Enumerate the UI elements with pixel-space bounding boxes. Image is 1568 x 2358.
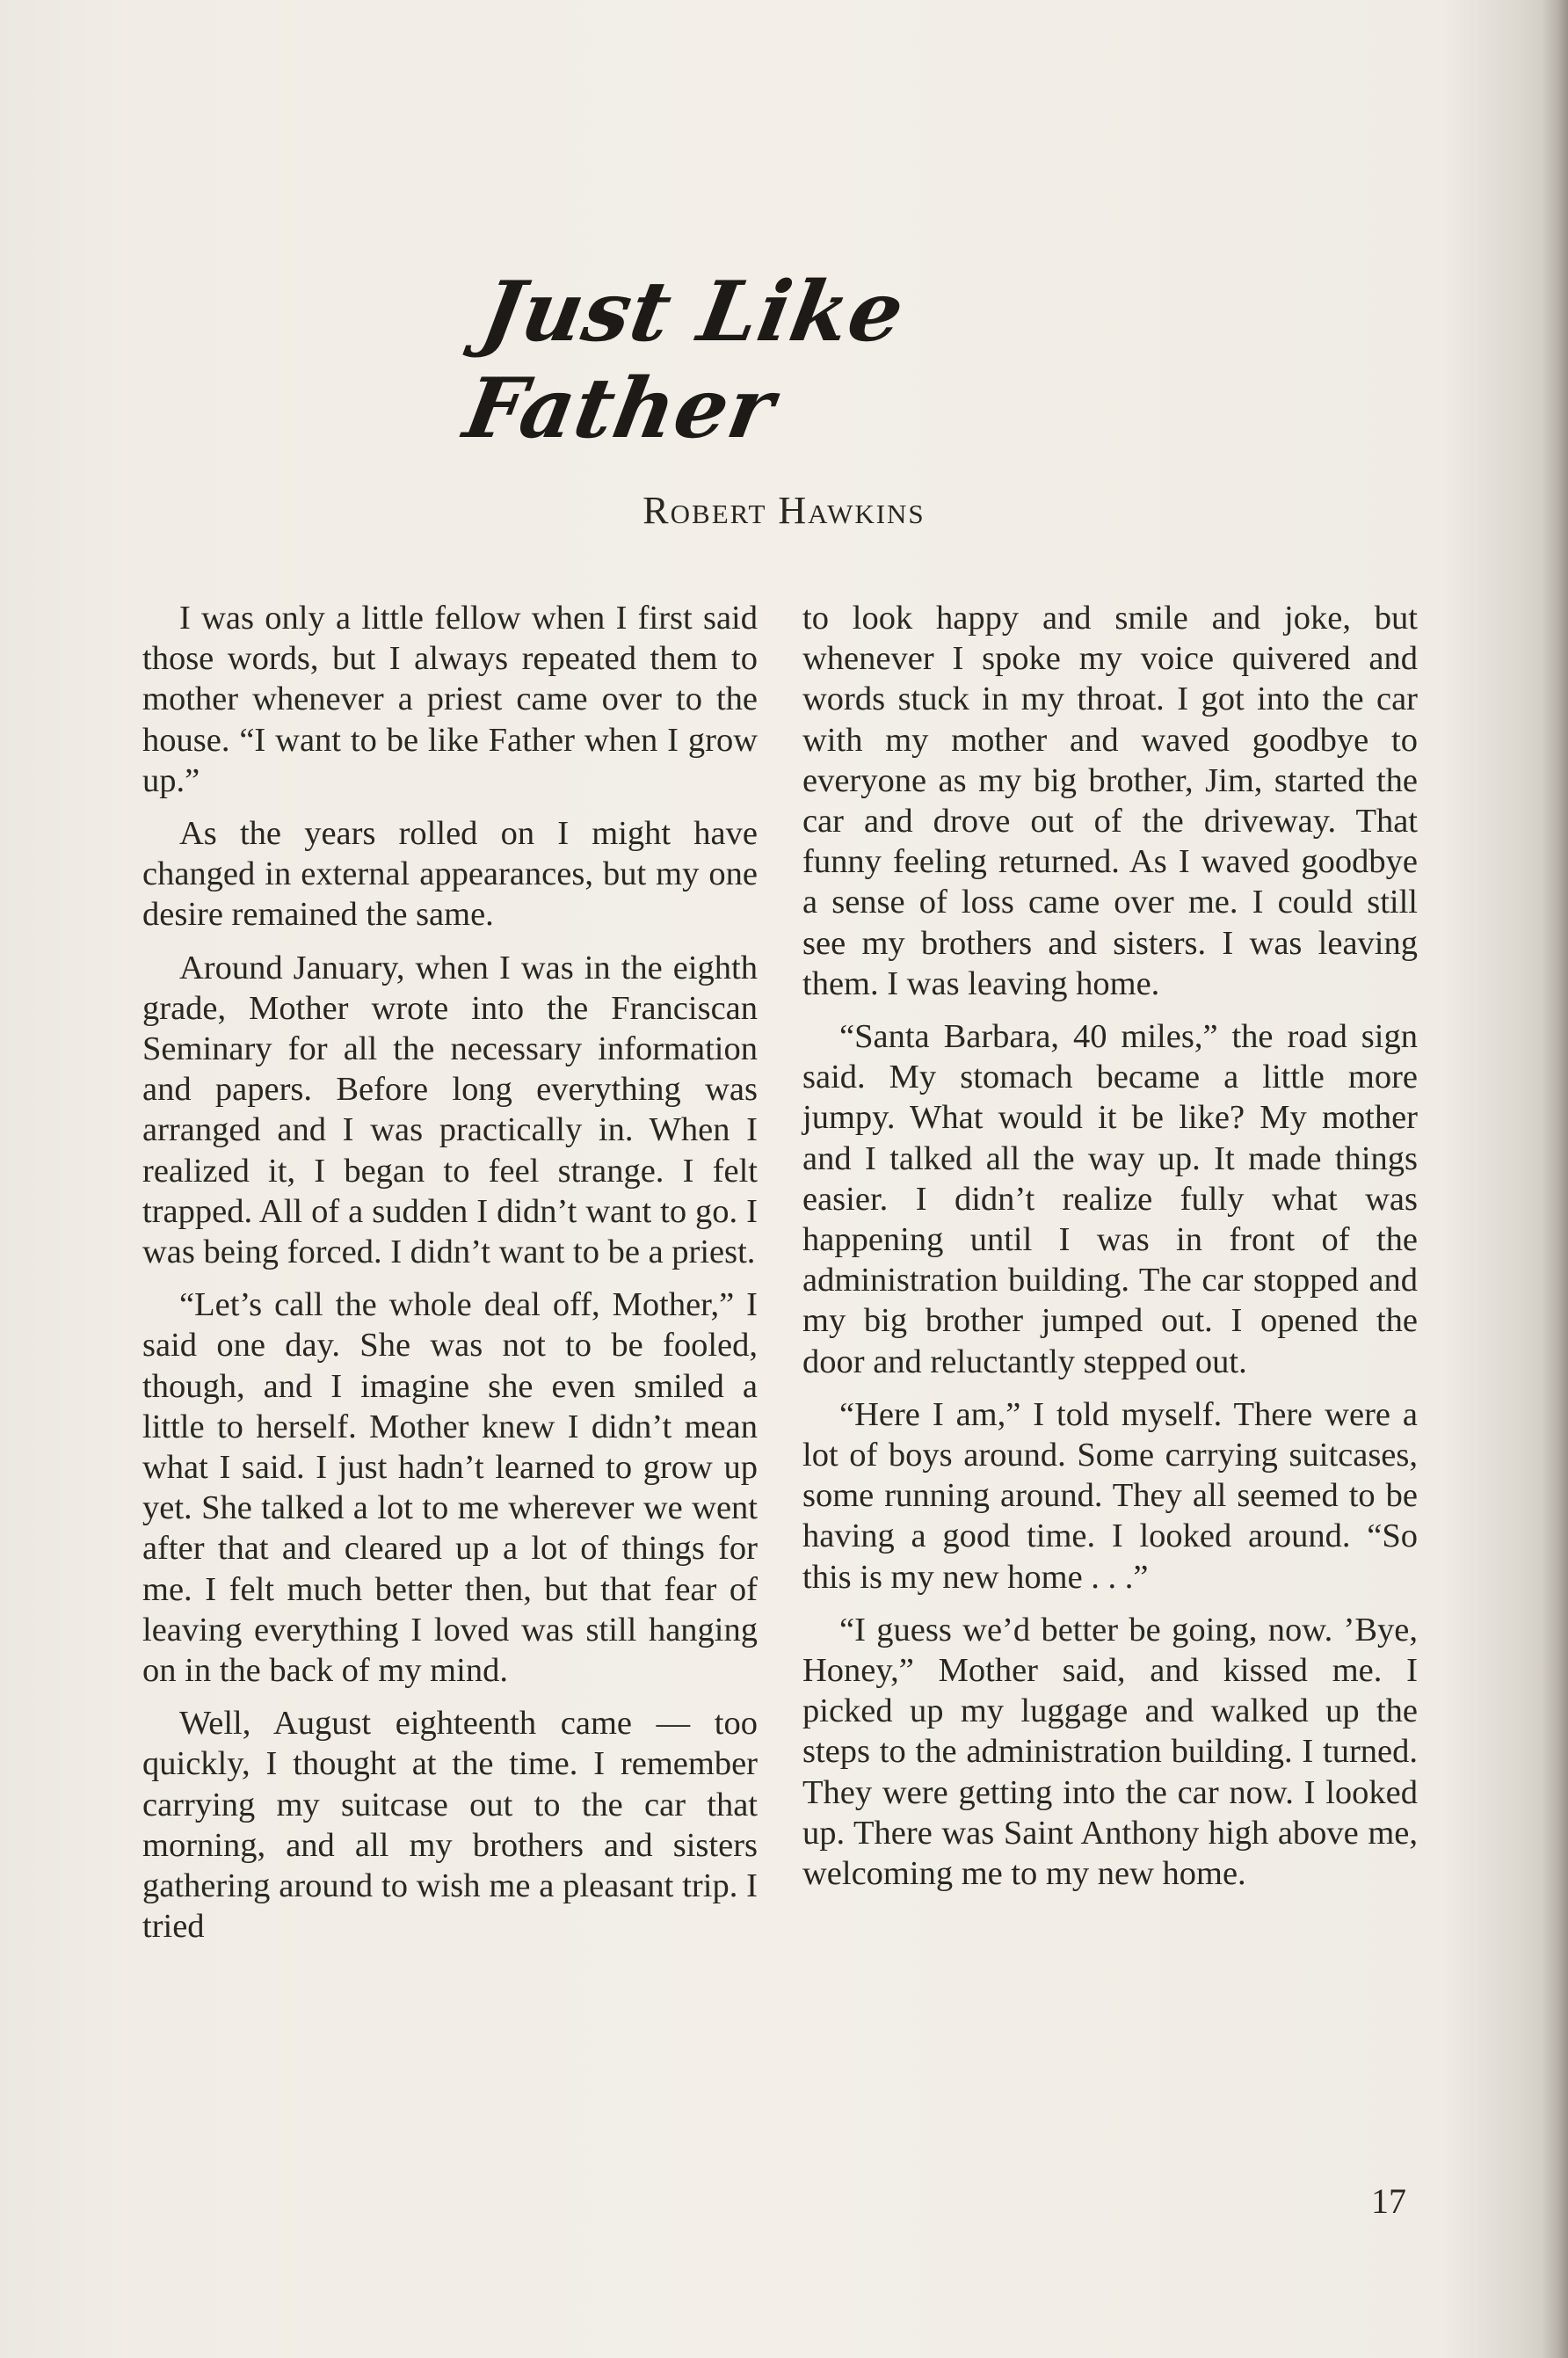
- article-author: Robert Hawkins: [642, 489, 926, 532]
- page-spine-shadow: [1542, 0, 1568, 2358]
- left-column: [142, 598, 758, 1960]
- paragraph: Around January, when I was in the eighth grade, Mother wrote into the Franciscan Seminary for all the necessary information and papers. Before long everything was arranged and I was practically in. When I realized it, I began to feel strange. I felt trapped. All of a sudden I didn’t want to go. I was being forced. I didn’t want to be a priest.: [142, 949, 758, 1271]
- article-title: Just Like Father: [457, 264, 912, 457]
- paragraph: “Let’s call the whole deal off, Mother,” I said one day. She was not to be fooled, though, and I imagine she even smiled a little to herself. Mother knew I didn’t mean what I said. I just hadn’t learned to grow up yet. She talked a lot to me wherever we went after that and cleared up a lot of things for me. I felt much better then, but that fear of leaving everything I loved was still hanging on in the back of my mind.: [142, 1286, 758, 1690]
- paragraph: “Here I am,” I told myself. There were a lot of boys around. Some carrying suitcases, some running around. They all seemed to be having a good time. I looked around. “So this is my new home . . .”: [802, 1395, 1418, 1596]
- paragraph: Well, August eighteenth came — too quickly, I thought at the time. I remember carrying my suitcase out to the car that morning, and all my brothers and sisters gathering around to wish me a pleasant trip. I tried: [142, 1705, 758, 1946]
- paragraph: to look happy and smile and joke, but whenever I spoke my voice quivered and words stuck in my throat. I got into the car with my mother and waved goodbye to everyone as my big brother, Jim, started the car and drove out of the driveway. That funny feeling returned. As I waved goodbye a sense of loss came over me. I could still see my brothers and sisters. I was leaving them. I was leaving home.: [802, 600, 1418, 1002]
- paragraph: I was only a little fellow when I first said those words, but I always repeated them to mother whenever a priest came over to the house. “I want to be like Father when I grow up.”: [142, 600, 758, 799]
- paragraph: “Santa Barbara, 40 miles,” the road sign said. My stomach became a little more jumpy. What would it be like? My mother and I talked all the way up. It made things easier. I didn’t realize fully what was happening until I was in front of the administration building. The car stopped and my big brother jumped out. I opened the door and reluctantly stepped out.: [802, 1018, 1418, 1380]
- paragraph: “I guess we’d better be going, now. ’Bye, Honey,” Mother said, and kissed me. I picked up my luggage and walked up the steps to the administration building. I turned. They were getting into the car now. I looked up. There was Saint Anthony high above me, welcoming me to my new home.: [802, 1611, 1418, 1893]
- paragraph: As the years rolled on I might have changed in external appearances, but my one desire remained the same.: [142, 815, 758, 934]
- right-column: [802, 598, 1418, 1906]
- page-number: 17: [1371, 2181, 1406, 2221]
